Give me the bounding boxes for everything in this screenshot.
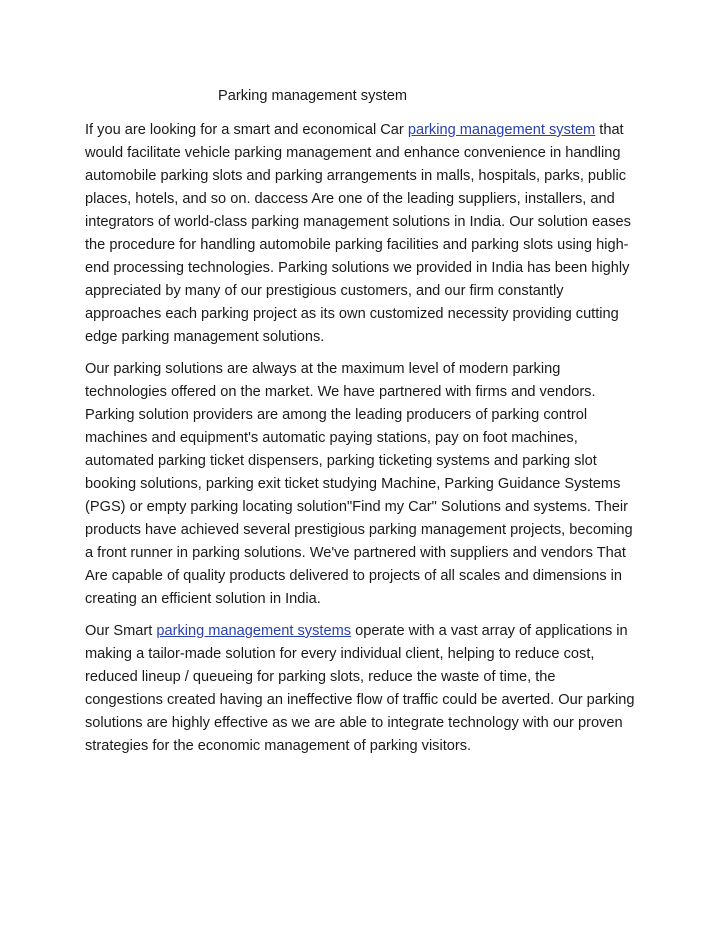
document-title: Parking management system bbox=[218, 88, 407, 104]
paragraph-intro-text-start: If you are looking for a smart and economical Car bbox=[85, 122, 408, 138]
paragraph-intro-text-end: that would facilitate vehicle parking management and enhance convenience in handling automobile parking slots and parking arrangements in malls, hospitals, parks, public places, hotels, and so on. daccess Are one of the leading suppliers, installers, and integrators of world-class parking management solutions in India. Our solution eases the procedure for handling automobile parking facilities and parking slots using high-end processing technologies. Parking solutions we provided in India has been highly appreciated by many of our prestigious customers, and our firm constantly approaches each parking project as its own customized necessity providing cutting edge parking management solutions. bbox=[85, 122, 631, 345]
paragraph-smart-text-end: operate with a vast array of applications in making a tailor-made solution for every individual client, helping to reduce cost, reduced lineup / queueing for parking slots, reduce the waste of time, the congestions created having an ineffective flow of traffic could be averted. Our parking solutions are highly effective as we are able to integrate technology with our proven strategies for the economic management of parking visitors. bbox=[85, 623, 635, 754]
paragraph-smart-text-start: Our Smart bbox=[85, 623, 157, 639]
paragraph-intro bbox=[85, 119, 637, 349]
paragraph-solutions: Our parking solutions are always at the maximum level of modern parking technologies offered on the market. We have partnered with firms and vendors. Parking solution providers are among the leading producers of parking control machines and equipment's automatic paying stations, pay on foot machines, automated parking ticket dispensers, parking ticketing systems and parking slot booking solutions, parking exit ticket studying Machine, Parking Guidance Systems (PGS) or empty parking locating solution"Find my Car" Solutions and systems. Their products have achieved several prestigious parking management projects, becoming a front runner in parking solutions. We've partnered with suppliers and vendors That Are capable of quality products delivered to projects of all scales and dimensions in creating an efficient solution in India. bbox=[85, 361, 633, 607]
parking-management-systems-link[interactable]: parking management systems bbox=[156, 623, 352, 639]
document-body bbox=[85, 119, 637, 767]
parking-management-system-link[interactable]: parking management system bbox=[407, 122, 596, 138]
paragraph-smart-systems bbox=[85, 620, 637, 758]
